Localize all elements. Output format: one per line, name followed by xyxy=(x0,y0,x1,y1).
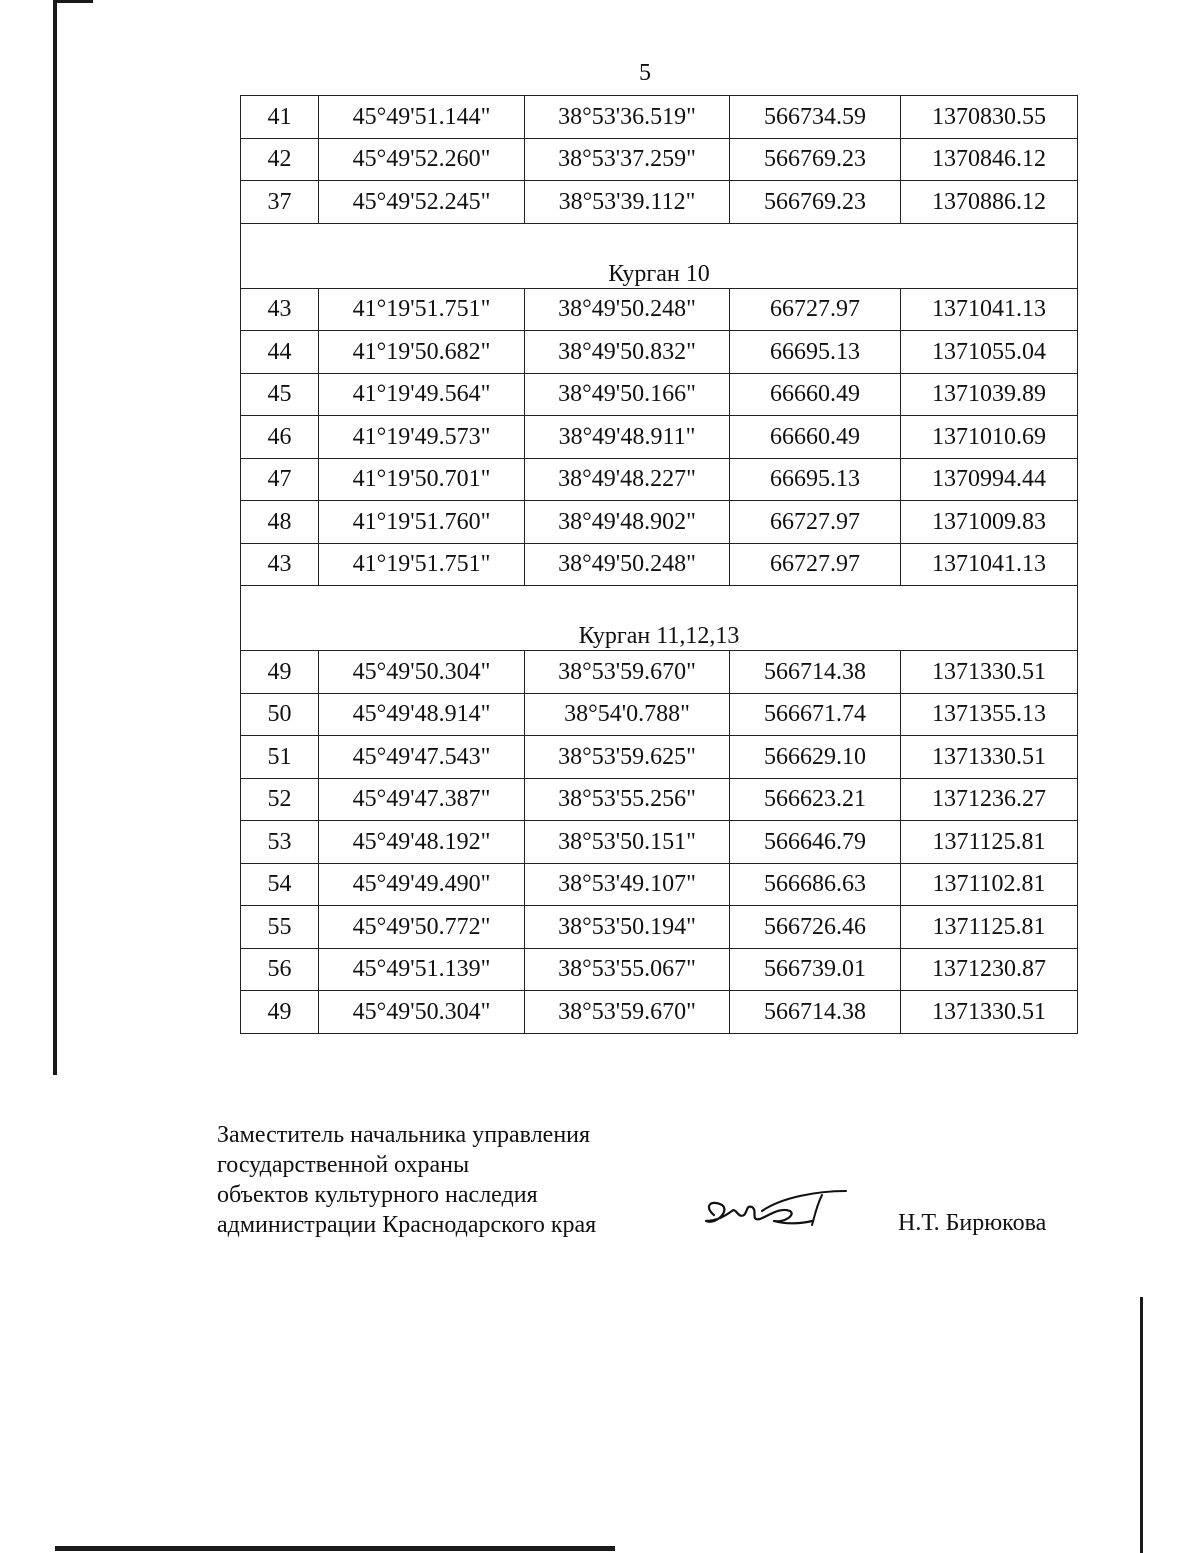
table-cell: 566671.74 xyxy=(730,693,901,736)
signer-position-line: государственной охраны xyxy=(217,1152,470,1178)
table-cell: 566734.59 xyxy=(730,96,901,139)
table-cell: 54 xyxy=(241,863,319,906)
table-cell: 41°19'49.564" xyxy=(319,373,525,416)
section-title: Курган 11,12,13 xyxy=(241,586,1078,651)
table-cell: 1371102.81 xyxy=(901,863,1078,906)
table-cell: 566769.23 xyxy=(730,181,901,224)
table-cell: 1371039.89 xyxy=(901,373,1078,416)
table-cell: 37 xyxy=(241,181,319,224)
table-cell: 51 xyxy=(241,736,319,779)
table-cell: 38°49'50.248" xyxy=(525,288,730,331)
table-cell: 66727.97 xyxy=(730,501,901,544)
table-cell: 38°49'48.227" xyxy=(525,458,730,501)
table-cell: 45°49'50.304" xyxy=(319,991,525,1034)
table-cell: 49 xyxy=(241,991,319,1034)
signer-name: Н.Т. Бирюкова xyxy=(898,1210,1047,1236)
table-cell: 45°49'50.304" xyxy=(319,651,525,694)
table-cell: 41°19'50.682" xyxy=(319,331,525,374)
table-cell: 1371236.27 xyxy=(901,778,1078,821)
table-cell: 1371330.51 xyxy=(901,651,1078,694)
table-row xyxy=(241,863,1078,906)
table-cell: 38°49'50.166" xyxy=(525,373,730,416)
table-cell: 52 xyxy=(241,778,319,821)
table-cell: 41°19'49.573" xyxy=(319,416,525,459)
table-row xyxy=(241,821,1078,864)
table-cell: 48 xyxy=(241,501,319,544)
table-cell: 1370994.44 xyxy=(901,458,1078,501)
table-cell: 38°49'48.911" xyxy=(525,416,730,459)
table-cell: 566623.21 xyxy=(730,778,901,821)
table-cell: 41°19'51.760" xyxy=(319,501,525,544)
scan-edge-right xyxy=(1140,1297,1143,1553)
table-cell: 56 xyxy=(241,948,319,991)
signer-position-line: Заместитель начальника управления xyxy=(217,1122,591,1148)
table-row xyxy=(241,693,1078,736)
table-cell: 45°49'51.144" xyxy=(319,96,525,139)
table-row xyxy=(241,736,1078,779)
table-row xyxy=(241,181,1078,224)
table-cell: 1371009.83 xyxy=(901,501,1078,544)
table-cell: 66695.13 xyxy=(730,458,901,501)
table-cell: 38°53'59.670" xyxy=(525,651,730,694)
table-cell: 1371125.81 xyxy=(901,906,1078,949)
table-cell: 1371330.51 xyxy=(901,991,1078,1034)
table-cell: 45°49'48.914" xyxy=(319,693,525,736)
table-cell: 566726.46 xyxy=(730,906,901,949)
table-cell: 566646.79 xyxy=(730,821,901,864)
table-cell: 42 xyxy=(241,138,319,181)
table-cell: 1371330.51 xyxy=(901,736,1078,779)
section-title: Курган 10 xyxy=(241,223,1078,288)
coordinates-table-body xyxy=(241,96,1078,1034)
table-cell: 1371125.81 xyxy=(901,821,1078,864)
table-cell: 566714.38 xyxy=(730,651,901,694)
table-cell: 41°19'51.751" xyxy=(319,288,525,331)
table-cell: 55 xyxy=(241,906,319,949)
table-cell: 66727.97 xyxy=(730,543,901,586)
table-cell: 1371355.13 xyxy=(901,693,1078,736)
table-cell: 38°53'37.259" xyxy=(525,138,730,181)
table-cell: 45°49'48.192" xyxy=(319,821,525,864)
table-cell: 66660.49 xyxy=(730,416,901,459)
table-cell: 38°53'50.194" xyxy=(525,906,730,949)
table-cell: 1371010.69 xyxy=(901,416,1078,459)
table-cell: 44 xyxy=(241,331,319,374)
scan-edge-bottom xyxy=(55,1546,615,1551)
table-cell: 1370830.55 xyxy=(901,96,1078,139)
table-row xyxy=(241,138,1078,181)
table-cell: 46 xyxy=(241,416,319,459)
table-row xyxy=(241,331,1078,374)
table-row xyxy=(241,906,1078,949)
table-cell: 41°19'50.701" xyxy=(319,458,525,501)
table-row xyxy=(241,948,1078,991)
table-row xyxy=(241,373,1078,416)
scan-edge-left xyxy=(53,0,57,1075)
table-cell: 1370846.12 xyxy=(901,138,1078,181)
scan-edge-top xyxy=(53,0,93,3)
table-row xyxy=(241,96,1078,139)
page-number: 5 xyxy=(639,60,651,86)
section-header-row xyxy=(241,586,1078,651)
section-header-row xyxy=(241,223,1078,288)
table-cell: 47 xyxy=(241,458,319,501)
table-row xyxy=(241,651,1078,694)
table-cell: 45°49'52.260" xyxy=(319,138,525,181)
table-cell: 1371041.13 xyxy=(901,288,1078,331)
table-cell: 38°53'49.107" xyxy=(525,863,730,906)
table-cell: 566769.23 xyxy=(730,138,901,181)
table-cell: 38°53'39.112" xyxy=(525,181,730,224)
signer-position-line: администрации Краснодарского края xyxy=(217,1212,597,1238)
table-row xyxy=(241,778,1078,821)
table-cell: 66660.49 xyxy=(730,373,901,416)
table-cell: 38°53'55.256" xyxy=(525,778,730,821)
table-cell: 38°49'48.902" xyxy=(525,501,730,544)
table-cell: 38°49'50.832" xyxy=(525,331,730,374)
table-cell: 66695.13 xyxy=(730,331,901,374)
table-cell: 45 xyxy=(241,373,319,416)
table-cell: 566714.38 xyxy=(730,991,901,1034)
table-cell: 566686.63 xyxy=(730,863,901,906)
table-row xyxy=(241,458,1078,501)
table-row xyxy=(241,288,1078,331)
table-cell: 1371055.04 xyxy=(901,331,1078,374)
table-cell: 566629.10 xyxy=(730,736,901,779)
signer-position-line: объектов культурного наследия xyxy=(217,1182,538,1208)
table-cell: 45°49'52.245" xyxy=(319,181,525,224)
table-cell: 50 xyxy=(241,693,319,736)
table-row xyxy=(241,416,1078,459)
table-cell: 38°53'59.625" xyxy=(525,736,730,779)
table-cell: 38°53'55.067" xyxy=(525,948,730,991)
table-cell: 38°53'36.519" xyxy=(525,96,730,139)
table-cell: 53 xyxy=(241,821,319,864)
table-cell: 45°49'51.139" xyxy=(319,948,525,991)
table-cell: 38°54'0.788" xyxy=(525,693,730,736)
table-cell: 43 xyxy=(241,288,319,331)
table-cell: 38°53'50.151" xyxy=(525,821,730,864)
table-cell: 38°49'50.248" xyxy=(525,543,730,586)
table-cell: 45°49'49.490" xyxy=(319,863,525,906)
table-row xyxy=(241,543,1078,586)
table-row xyxy=(241,991,1078,1034)
table-cell: 49 xyxy=(241,651,319,694)
table-cell: 566739.01 xyxy=(730,948,901,991)
table-cell: 43 xyxy=(241,543,319,586)
table-cell: 45°49'50.772" xyxy=(319,906,525,949)
table-cell: 41°19'51.751" xyxy=(319,543,525,586)
signer-position xyxy=(217,1120,596,1240)
table-cell: 66727.97 xyxy=(730,288,901,331)
table-cell: 1371041.13 xyxy=(901,543,1078,586)
table-cell: 1370886.12 xyxy=(901,181,1078,224)
handwritten-signature xyxy=(700,1185,860,1245)
table-cell: 41 xyxy=(241,96,319,139)
table-cell: 1371230.87 xyxy=(901,948,1078,991)
table-cell: 45°49'47.543" xyxy=(319,736,525,779)
coordinates-table xyxy=(240,95,1078,1034)
table-cell: 38°53'59.670" xyxy=(525,991,730,1034)
table-cell: 45°49'47.387" xyxy=(319,778,525,821)
table-row xyxy=(241,501,1078,544)
